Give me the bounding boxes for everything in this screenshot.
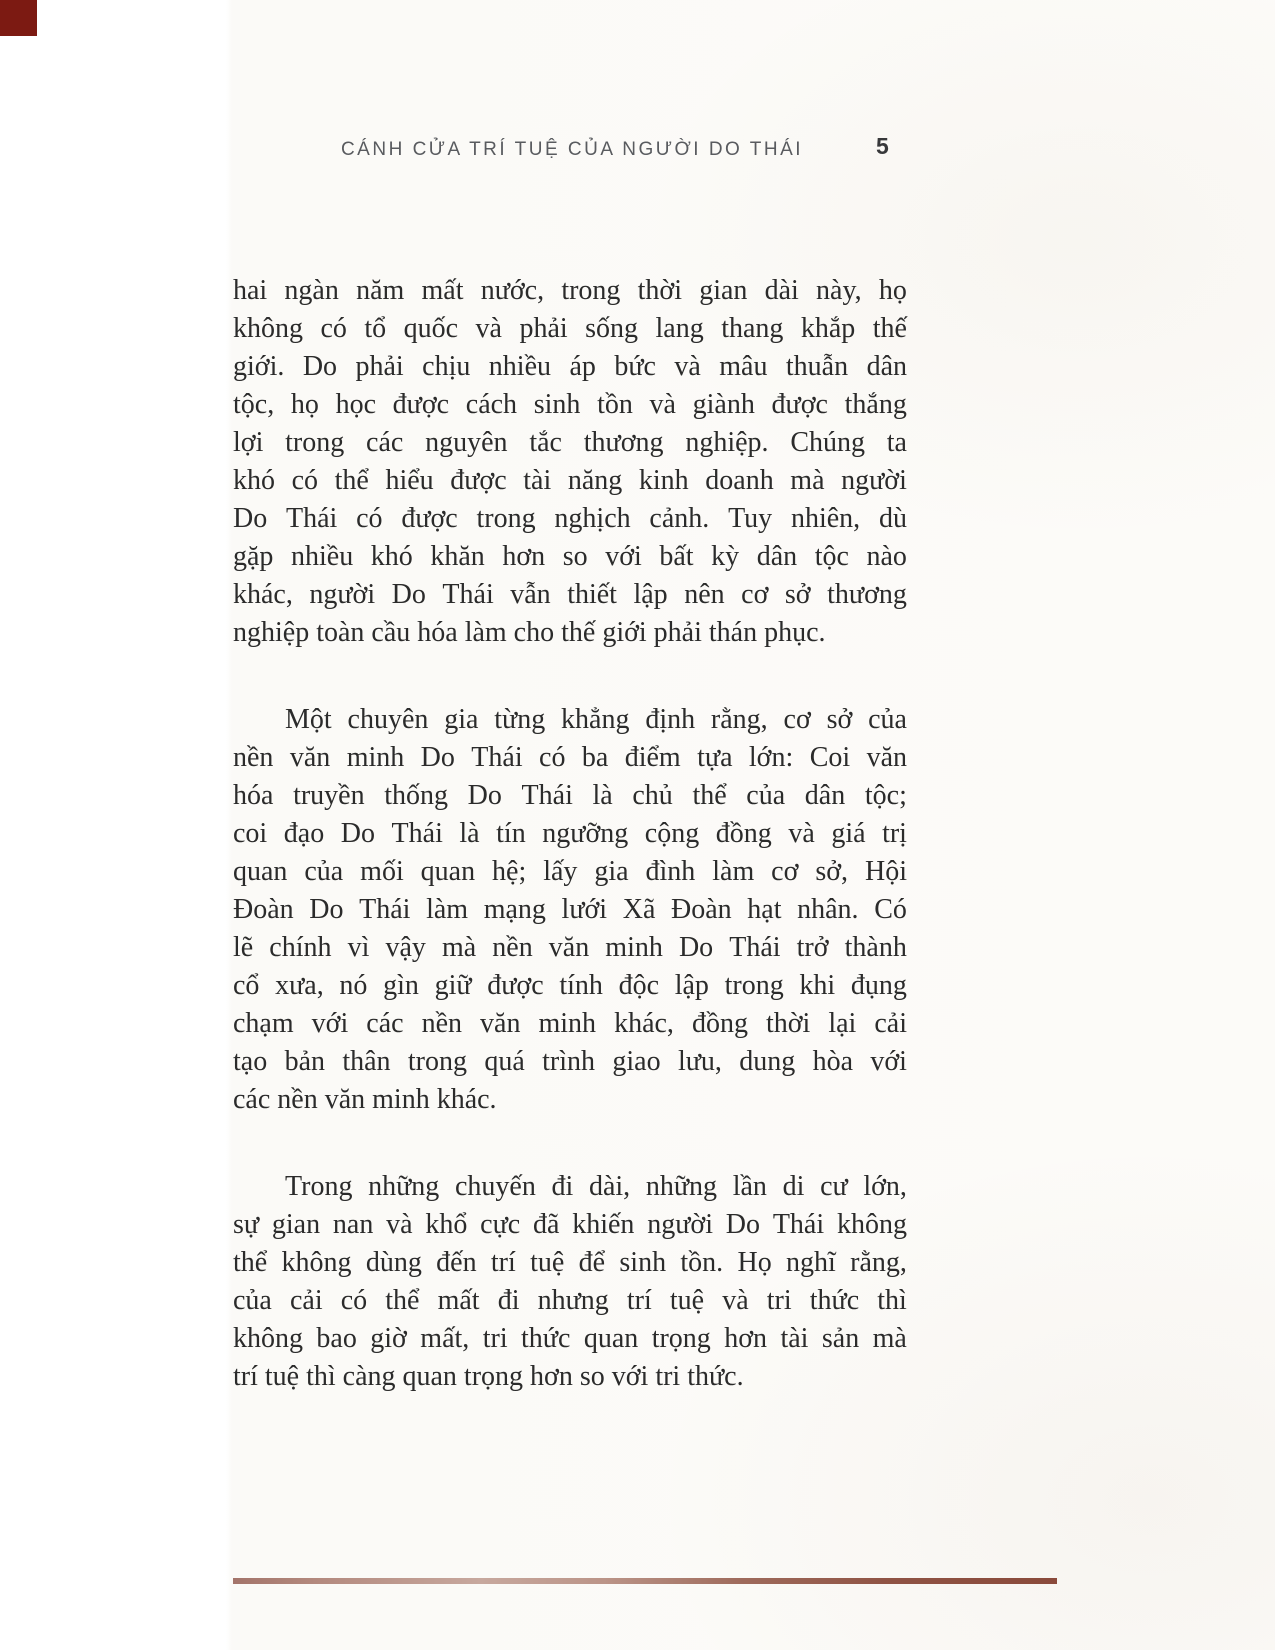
page-number: 5 xyxy=(876,133,889,159)
paragraph xyxy=(233,1168,907,1396)
running-header-title: CÁNH CỬA TRÍ TUỆ CỦA NGƯỜI DO THÁI xyxy=(340,139,804,160)
text-line: Một chuyên gia từng khẳng định rằng, cơ sở của xyxy=(285,704,907,735)
text-line: trí tuệ thì càng quan trọng hơn so với tri thức. xyxy=(233,1361,744,1392)
text-line: hóa truyền thống Do Thái là chủ thể của dân tộc; xyxy=(233,780,907,811)
text-line: thể không dùng đến trí tuệ để sinh tồn. Họ nghĩ rằng, xyxy=(233,1247,907,1278)
text-line: gặp nhiều khó khăn hơn so với bất kỳ dân tộc nào xyxy=(233,541,907,572)
body-text xyxy=(233,272,907,1396)
text-line: hai ngàn năm mất nước, trong thời gian dài này, họ xyxy=(233,275,907,306)
text-line: cổ xưa, nó gìn giữ được tính độc lập trong khi đụng xyxy=(233,970,907,1001)
text-line: Đoàn Do Thái làm mạng lưới Xã Đoàn hạt nhân. Có xyxy=(233,894,907,925)
text-line: chạm với các nền văn minh khác, đồng thời lại cải xyxy=(233,1008,907,1039)
text-line: khó có thể hiểu được tài năng kinh doanh mà người xyxy=(233,465,907,496)
text-line: giới. Do phải chịu nhiều áp bức và mâu thuẫn dân xyxy=(233,351,907,382)
scan-corner-mark xyxy=(0,0,37,36)
paragraph xyxy=(233,272,907,652)
text-line: nền văn minh Do Thái có ba điểm tựa lớn: Coi văn xyxy=(233,742,907,773)
text-line: các nền văn minh khác. xyxy=(233,1084,497,1115)
text-line: của cải có thể mất đi nhưng trí tuệ và tri thức thì xyxy=(233,1285,907,1316)
text-line: quan của mối quan hệ; lấy gia đình làm cơ sở, Hội xyxy=(233,856,907,887)
text-line: sự gian nan và khổ cực đã khiến người Do Thái không xyxy=(233,1209,907,1240)
text-line: không bao giờ mất, tri thức quan trọng hơn tài sản mà xyxy=(233,1323,907,1354)
text-line: lợi trong các nguyên tắc thương nghiệp. Chúng ta xyxy=(233,427,907,458)
text-line: lẽ chính vì vậy mà nền văn minh Do Thái trở thành xyxy=(233,932,907,963)
text-line: tạo bản thân trong quá trình giao lưu, dung hòa với xyxy=(233,1046,907,1077)
text-line: coi đạo Do Thái là tín ngưỡng cộng đồng và giá trị xyxy=(233,818,907,849)
footer-rule xyxy=(233,1578,1057,1584)
text-line: Trong những chuyến đi dài, những lần di cư lớn, xyxy=(285,1171,907,1202)
paragraph xyxy=(233,701,907,1119)
text-line: nghiệp toàn cầu hóa làm cho thế giới phải thán phục. xyxy=(233,617,826,648)
text-line: không có tổ quốc và phải sống lang thang khắp thế xyxy=(233,313,907,344)
text-line: khác, người Do Thái vẫn thiết lập nên cơ sở thương xyxy=(233,579,907,610)
text-line: tộc, họ học được cách sinh tồn và giành được thắng xyxy=(233,389,907,420)
text-line: Do Thái có được trong nghịch cảnh. Tuy nhiên, dù xyxy=(233,503,907,534)
